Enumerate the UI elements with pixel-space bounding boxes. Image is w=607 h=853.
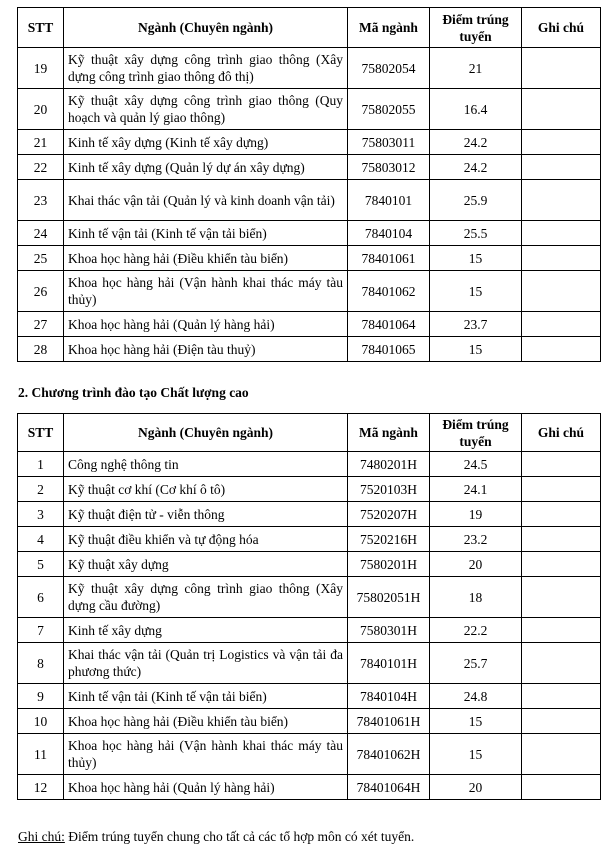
header-ghi-chu: Ghi chú xyxy=(522,414,601,452)
cell-diem: 15 xyxy=(430,337,522,362)
header-ma-nganh: Mã ngành xyxy=(348,414,430,452)
cell-ma-nganh: 78401061 xyxy=(348,246,430,271)
table-header-row xyxy=(18,8,601,48)
cell-nganh: Công nghệ thông tin xyxy=(64,452,348,477)
cell-ghi-chu xyxy=(522,180,601,221)
table-row xyxy=(18,775,601,800)
cell-nganh: Kinh tế xây dựng (Kinh tế xây dựng) xyxy=(64,130,348,155)
table-row xyxy=(18,221,601,246)
header-stt: STT xyxy=(18,8,64,48)
cell-diem: 22.2 xyxy=(430,618,522,643)
cell-ghi-chu xyxy=(522,312,601,337)
cell-diem: 24.5 xyxy=(430,452,522,477)
cell-diem: 15 xyxy=(430,709,522,734)
cell-ghi-chu xyxy=(522,271,601,312)
cell-nganh: Khoa học hàng hải (Điều khiển tàu biển) xyxy=(64,709,348,734)
table-row xyxy=(18,246,601,271)
cell-nganh: Kỹ thuật xây dựng xyxy=(64,552,348,577)
header-ma-nganh: Mã ngành xyxy=(348,8,430,48)
cell-stt: 2 xyxy=(18,477,64,502)
cell-stt: 6 xyxy=(18,577,64,618)
header-nganh: Ngành (Chuyên ngành) xyxy=(64,8,348,48)
table-row xyxy=(18,734,601,775)
cell-diem: 16.4 xyxy=(430,89,522,130)
cell-ma-nganh: 78401065 xyxy=(348,337,430,362)
table-row xyxy=(18,618,601,643)
cell-ma-nganh: 7480201H xyxy=(348,452,430,477)
cell-ghi-chu xyxy=(522,89,601,130)
cell-nganh: Kinh tế xây dựng xyxy=(64,618,348,643)
cell-stt: 12 xyxy=(18,775,64,800)
table-row xyxy=(18,502,601,527)
table-row xyxy=(18,271,601,312)
cell-nganh: Kỹ thuật xây dựng công trình giao thông (Quy hoạch và quản lý giao thông) xyxy=(64,89,348,130)
cell-ma-nganh: 7840101H xyxy=(348,643,430,684)
cell-nganh: Kinh tế xây dựng (Quản lý dự án xây dựng) xyxy=(64,155,348,180)
header-ghi-chu: Ghi chú xyxy=(522,8,601,48)
cell-nganh: Khai thác vận tải (Quản trị Logistics và vận tải đa phương thức) xyxy=(64,643,348,684)
cell-diem: 24.8 xyxy=(430,684,522,709)
footnote-label: Ghi chú: xyxy=(18,829,65,844)
table-row xyxy=(18,709,601,734)
cell-stt: 7 xyxy=(18,618,64,643)
cell-stt: 27 xyxy=(18,312,64,337)
cell-ma-nganh: 7840101 xyxy=(348,180,430,221)
cell-ghi-chu xyxy=(522,552,601,577)
cell-ghi-chu xyxy=(522,337,601,362)
cell-ma-nganh: 78401062 xyxy=(348,271,430,312)
cell-nganh: Khoa học hàng hải (Vận hành khai thác máy tàu thủy) xyxy=(64,734,348,775)
cell-ghi-chu xyxy=(522,734,601,775)
cell-ma-nganh: 7520216H xyxy=(348,527,430,552)
header-diem: Điểm trúng tuyển xyxy=(430,414,522,452)
cell-stt: 1 xyxy=(18,452,64,477)
cell-ghi-chu xyxy=(522,618,601,643)
table-row xyxy=(18,527,601,552)
cell-ghi-chu xyxy=(522,709,601,734)
table-row xyxy=(18,552,601,577)
header-nganh: Ngành (Chuyên ngành) xyxy=(64,414,348,452)
cell-diem: 19 xyxy=(430,502,522,527)
cell-nganh: Kinh tế vận tải (Kinh tế vận tải biển) xyxy=(64,221,348,246)
cell-diem: 23.2 xyxy=(430,527,522,552)
cell-diem: 15 xyxy=(430,734,522,775)
cell-diem: 21 xyxy=(430,48,522,89)
cell-stt: 19 xyxy=(18,48,64,89)
header-stt: STT xyxy=(18,414,64,452)
table-row xyxy=(18,337,601,362)
cell-ghi-chu xyxy=(522,477,601,502)
cell-ma-nganh: 7580301H xyxy=(348,618,430,643)
cell-stt: 21 xyxy=(18,130,64,155)
footnote-text: Điểm trúng tuyển chung cho tất cả các tổ hợp môn có xét tuyển. xyxy=(64,829,415,844)
cell-nganh: Kỹ thuật điện tử - viễn thông xyxy=(64,502,348,527)
admission-table-standard xyxy=(17,7,601,362)
cell-ma-nganh: 7520207H xyxy=(348,502,430,527)
cell-ma-nganh: 7580201H xyxy=(348,552,430,577)
cell-stt: 22 xyxy=(18,155,64,180)
cell-stt: 4 xyxy=(18,527,64,552)
table-row xyxy=(18,643,601,684)
table-row xyxy=(18,130,601,155)
cell-stt: 5 xyxy=(18,552,64,577)
cell-ghi-chu xyxy=(522,577,601,618)
cell-ghi-chu xyxy=(522,246,601,271)
cell-ghi-chu xyxy=(522,452,601,477)
cell-nganh: Kỹ thuật cơ khí (Cơ khí ô tô) xyxy=(64,477,348,502)
cell-diem: 24.2 xyxy=(430,155,522,180)
cell-stt: 24 xyxy=(18,221,64,246)
cell-ma-nganh: 75802054 xyxy=(348,48,430,89)
cell-ma-nganh: 78401062H xyxy=(348,734,430,775)
table-row xyxy=(18,89,601,130)
cell-nganh: Kỹ thuật xây dựng công trình giao thông (Xây dựng cầu đường) xyxy=(64,577,348,618)
cell-stt: 28 xyxy=(18,337,64,362)
cell-stt: 11 xyxy=(18,734,64,775)
cell-ghi-chu xyxy=(522,684,601,709)
cell-ghi-chu xyxy=(522,155,601,180)
table-row xyxy=(18,477,601,502)
cell-diem: 24.1 xyxy=(430,477,522,502)
cell-ma-nganh: 7840104 xyxy=(348,221,430,246)
cell-diem: 23.7 xyxy=(430,312,522,337)
cell-stt: 10 xyxy=(18,709,64,734)
cell-ma-nganh: 75802051H xyxy=(348,577,430,618)
cell-nganh: Khoa học hàng hải (Quản lý hàng hải) xyxy=(64,312,348,337)
cell-diem: 15 xyxy=(430,271,522,312)
cell-ma-nganh: 78401064 xyxy=(348,312,430,337)
cell-diem: 20 xyxy=(430,775,522,800)
cell-ma-nganh: 75803011 xyxy=(348,130,430,155)
cell-ghi-chu xyxy=(522,130,601,155)
cell-diem: 24.2 xyxy=(430,130,522,155)
cell-nganh: Khoa học hàng hải (Vận hành khai thác máy tàu thủy) xyxy=(64,271,348,312)
cell-nganh: Kỹ thuật xây dựng công trình giao thông (Xây dựng công trình giao thông đô thị) xyxy=(64,48,348,89)
cell-diem: 25.5 xyxy=(430,221,522,246)
cell-ghi-chu xyxy=(522,221,601,246)
cell-diem: 15 xyxy=(430,246,522,271)
cell-stt: 8 xyxy=(18,643,64,684)
cell-nganh: Kinh tế vận tải (Kinh tế vận tải biển) xyxy=(64,684,348,709)
cell-ghi-chu xyxy=(522,48,601,89)
cell-ma-nganh: 7520103H xyxy=(348,477,430,502)
table-row xyxy=(18,577,601,618)
cell-stt: 9 xyxy=(18,684,64,709)
table-row xyxy=(18,452,601,477)
cell-stt: 23 xyxy=(18,180,64,221)
cell-nganh: Khoa học hàng hải (Điều khiển tàu biển) xyxy=(64,246,348,271)
cell-ma-nganh: 78401064H xyxy=(348,775,430,800)
cell-nganh: Kỹ thuật điều khiển và tự động hóa xyxy=(64,527,348,552)
cell-ma-nganh: 78401061H xyxy=(348,709,430,734)
cell-nganh: Khai thác vận tải (Quản lý và kinh doanh vận tải) xyxy=(64,180,348,221)
table-row xyxy=(18,155,601,180)
cell-diem: 18 xyxy=(430,577,522,618)
section-title: 2. Chương trình đào tạo Chất lượng cao xyxy=(18,385,249,400)
cell-nganh: Khoa học hàng hải (Quản lý hàng hải) xyxy=(64,775,348,800)
table-row xyxy=(18,180,601,221)
cell-stt: 26 xyxy=(18,271,64,312)
table-row xyxy=(18,684,601,709)
cell-ghi-chu xyxy=(522,502,601,527)
cell-diem: 25.7 xyxy=(430,643,522,684)
table-header-row xyxy=(18,414,601,452)
cell-ghi-chu xyxy=(522,527,601,552)
footnote xyxy=(18,829,414,845)
cell-stt: 3 xyxy=(18,502,64,527)
header-diem: Điểm trúng tuyển xyxy=(430,8,522,48)
cell-stt: 25 xyxy=(18,246,64,271)
cell-ghi-chu xyxy=(522,775,601,800)
cell-diem: 20 xyxy=(430,552,522,577)
cell-ma-nganh: 7840104H xyxy=(348,684,430,709)
table-row xyxy=(18,48,601,89)
cell-diem: 25.9 xyxy=(430,180,522,221)
cell-stt: 20 xyxy=(18,89,64,130)
cell-nganh: Khoa học hàng hải (Điện tàu thuỷ) xyxy=(64,337,348,362)
cell-ghi-chu xyxy=(522,643,601,684)
cell-ma-nganh: 75803012 xyxy=(348,155,430,180)
table-row xyxy=(18,312,601,337)
admission-table-high-quality xyxy=(17,413,601,800)
cell-ma-nganh: 75802055 xyxy=(348,89,430,130)
